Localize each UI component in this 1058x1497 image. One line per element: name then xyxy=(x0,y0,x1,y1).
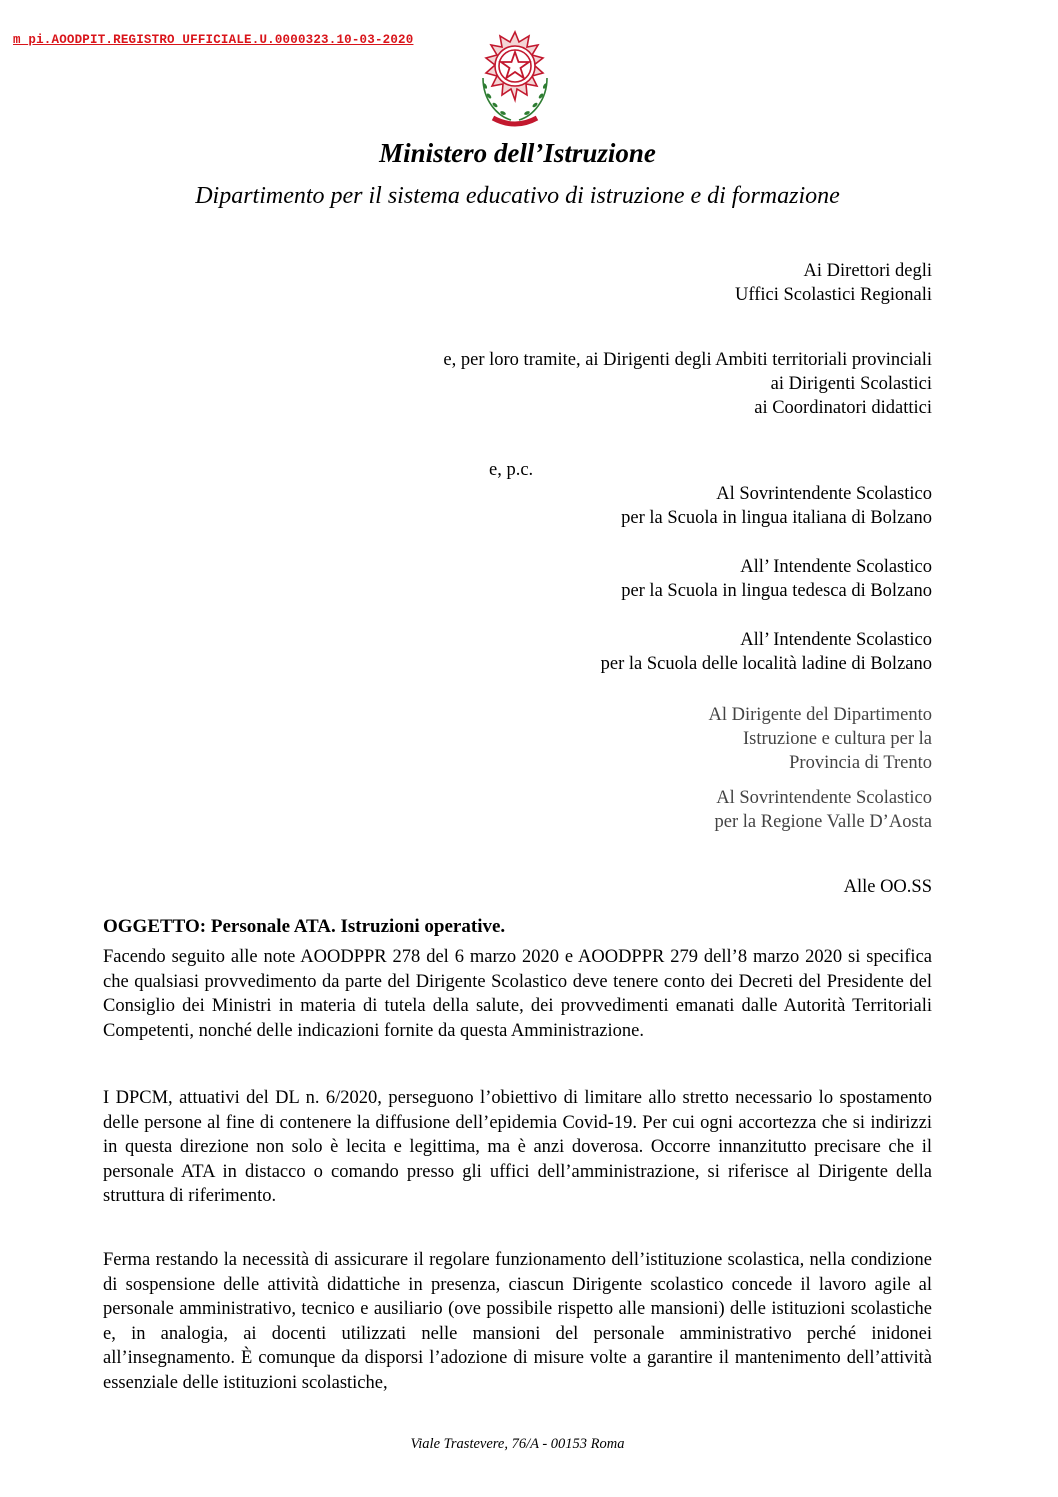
ministry-title: Ministero dell’Istruzione xyxy=(379,138,656,168)
recipient-usr: Ai Direttori degli Uffici Scolastici Regionali xyxy=(735,261,932,305)
body-paragraph: I DPCM, attuativi del DL n. 6/2020, perseguono l’obiettivo di limitare allo stretto necessario lo spostamento delle persone al fine di contenere la diffusione dell’epidemia Covid-19. Per cui ogni accortezza che si indirizzi in questa direzione non solo è lecita e legittima, ma è anzi doverosa. Occorre innanzitutto precisare che il personale ATA in distacco o comando presso gli uffici dell’amministrazione, si riferisce al Dirigente della struttura di riferimento. xyxy=(103,1088,932,1206)
recipient-bolzano-italiana: Al Sovrintendente Scolastico per la Scuola in lingua italiana di Bolzano xyxy=(621,484,932,528)
repubblica-italiana-emblem-icon xyxy=(477,28,553,134)
recipient-bolzano-ladine: All’ Intendente Scolastico per la Scuola delle località ladine di Bolzano xyxy=(600,630,932,674)
body-paragraph: Facendo seguito alle note AOODPPR 278 del 6 marzo 2020 e AOODPPR 279 dell’8 marzo 2020 si specifica che qualsiasi provvedimento da parte del Dirigente Scolastico deve tenere conto dei Decreti del Presidente del Consiglio dei Ministri in materia di tutela della salute, dei provvedimenti emanati dalle Autorità Territoriali Competenti, nonché delle indicazioni fornite da questa Amministrazione. xyxy=(103,947,932,1041)
pc-label: e, p.c. xyxy=(489,460,534,480)
footer-address: Viale Trastevere, 76/A - 00153 Roma xyxy=(410,1436,625,1452)
recipient-aosta: Al Sovrintendente Scolastico per la Regione Valle D’Aosta xyxy=(714,788,932,832)
department-title: Dipartimento per il sistema educativo di istruzione e di formazione xyxy=(195,183,840,209)
protocol-stamp: m_pi.AOODPIT.REGISTRO UFFICIALE.U.0000323.10-03-2020 xyxy=(13,33,414,47)
subject-line: OGGETTO: Personale ATA. Istruzioni operative. xyxy=(103,916,506,937)
body-paragraph: Ferma restando la necessità di assicurare il regolare funzionamento dell’istituzione scolastica, nella condizione di sospensione delle attività didattiche in presenza, ciascun Dirigente scolastico concede il lavoro agile al personale amministrativo, tecnico e ausiliario (ove possibile rispetto alle mansioni) delle istituzioni scolastiche e, in analogia, ai docenti utilizzati nelle mansioni del personale amministrativo perché inidonei all’insegnamento. È comunque da disporsi l’adozione di misure volte a garantire il mantenimento dell’attività essenziale delle istituzioni scolastiche, xyxy=(103,1250,932,1393)
recipient-dirigenti: e, per loro tramite, ai Dirigenti degli Ambiti territoriali provinciali ai Dirigenti Scolastici ai Coordinatori didattici xyxy=(443,350,932,418)
recipient-bolzano-tedesca: All’ Intendente Scolastico per la Scuola in lingua tedesca di Bolzano xyxy=(621,557,932,601)
recipient-oo-ss: Alle OO.SS xyxy=(843,877,932,897)
recipient-trento: Al Dirigente del Dipartimento Istruzione e cultura per la Provincia di Trento xyxy=(708,705,932,773)
